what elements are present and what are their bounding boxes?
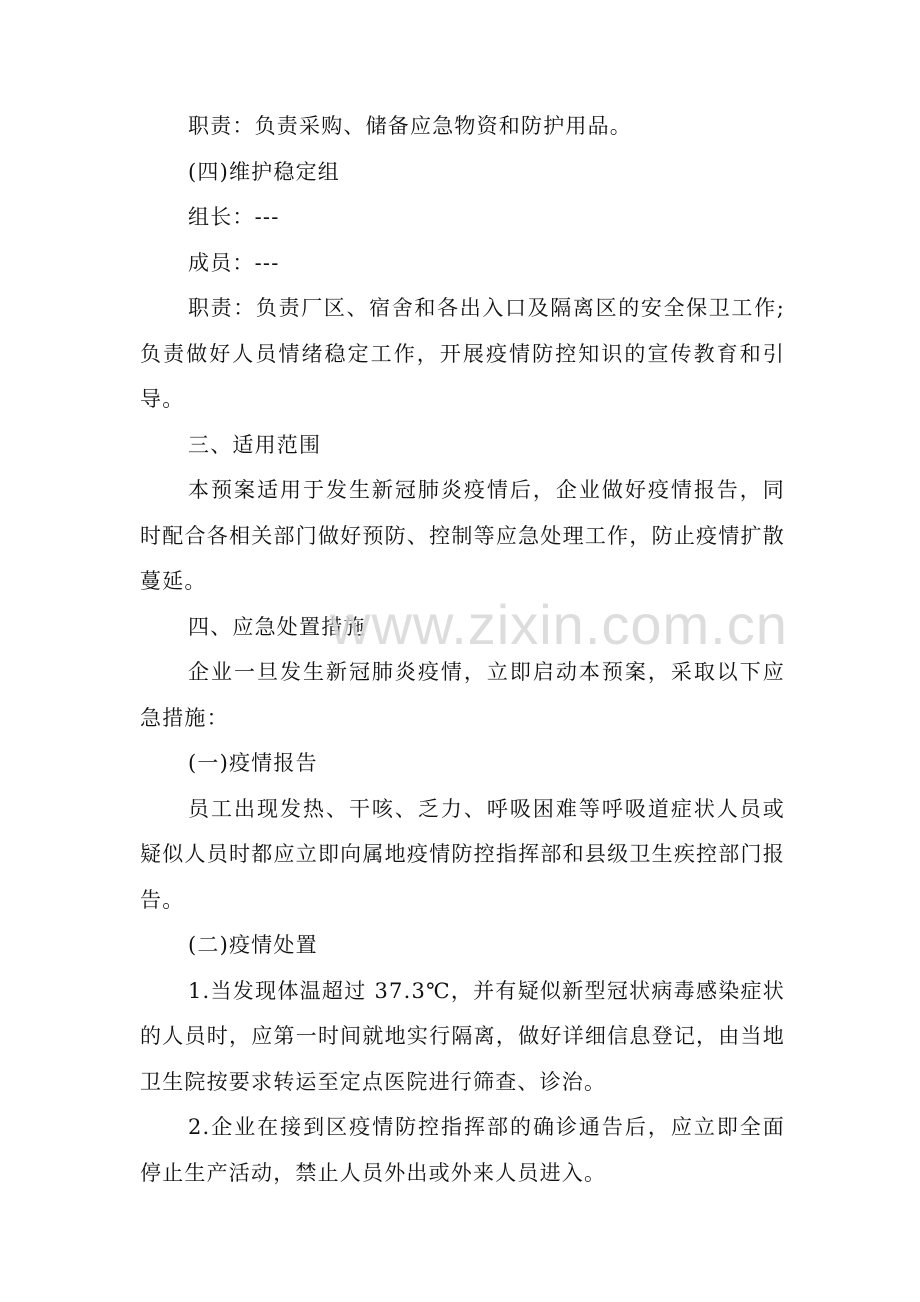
heading-scope: 三、适用范围 <box>188 432 322 457</box>
paragraph-emergency-intro: 企业一旦发生新冠肺炎疫情，立即启动本预案，采取以下应急措施： <box>140 660 785 730</box>
paragraph-stability-duty: 职责：负责厂区、宿舍和各出入口及隔离区的安全保卫工作;负责做好人员情绪稳定工作，开展疫情防控知识的宣传教育和引导。 <box>140 296 785 411</box>
watermark-text: www.zixin.com.cn <box>330 593 788 656</box>
heading-epidemic-report: (一)疫情报告 <box>188 751 318 775</box>
document-body <box>140 104 785 1196</box>
paragraph-epidemic-report: 员工出现发热、干咳、乏力、呼吸困难等呼吸道症状人员或疑似人员时都应立即向属地疫情防控指挥部和县级卫生疾控部门报告。 <box>140 796 785 912</box>
paragraph-procurement-duty: 职责：负责采购、储备应急物资和防护用品。 <box>188 114 632 138</box>
paragraph-handling-item-1: 1.当发现体温超过 37.3℃，并有疑似新型冠状病毒感染症状的人员时，应第一时间就地实行隔离，做好详细信息登记，由当地卫生院按要求转运至定点医院进行筛查、诊治。 <box>140 978 785 1094</box>
heading-epidemic-handling: (二)疫情处置 <box>188 933 318 957</box>
heading-stability-group: (四)维护稳定组 <box>188 159 340 184</box>
heading-emergency-measures: 四、应急处置措施 <box>188 614 366 639</box>
paragraph-scope: 本预案适用于发生新冠肺炎疫情后，企业做好疫情报告，同时配合各相关部门做好预防、控制等应急处理工作，防止疫情扩散蔓延。 <box>140 478 785 593</box>
paragraph-handling-item-2: 2.企业在接到区疫情防控指挥部的确诊通告后，应立即全面停止生产活动，禁止人员外出或外来人员进入。 <box>140 1115 785 1185</box>
paragraph-group-members: 成员：--- <box>188 250 280 275</box>
paragraph-group-leader: 组长：--- <box>188 205 280 229</box>
